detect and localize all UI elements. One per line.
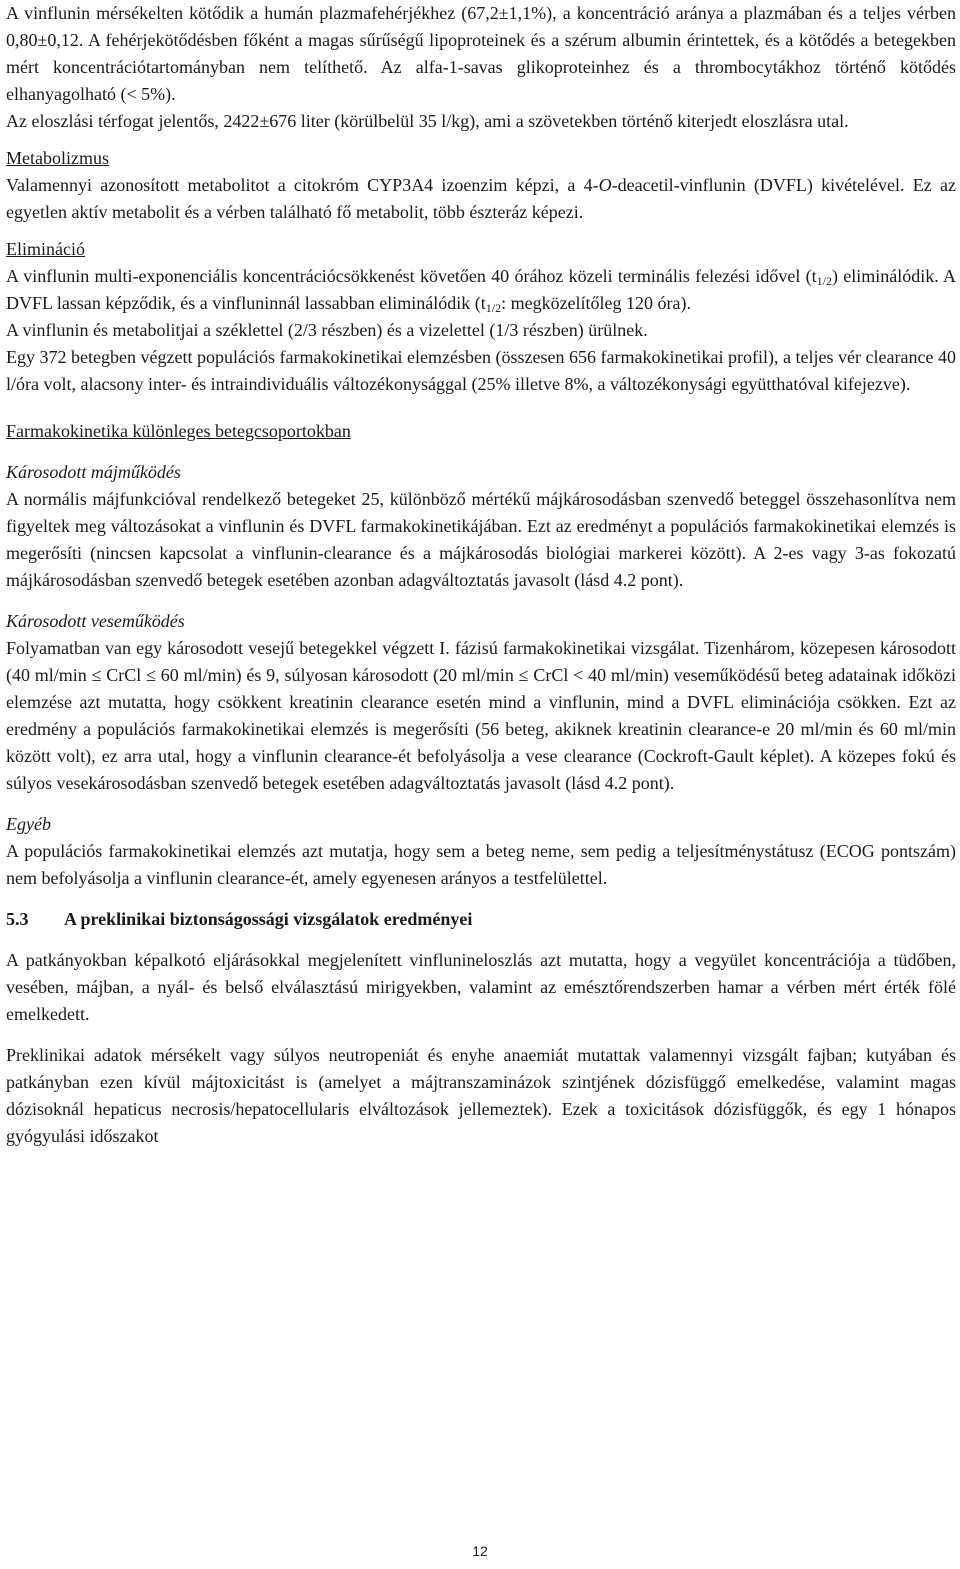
elimination-paragraph-1: A vinflunin multi-exponenciális koncentrációcsökkenést követően 40 órához közeli terminális felezési idővel $(t_{1/2})$ eliminálódik. A DVFL lassan képződik, és a vinfluninnál lassabban eliminálódik ($t_{1/2}$: megközelítőleg 120 óra). [6, 266, 956, 315]
intro-paragraph-2: Az eloszlási térfogat jelentős, 2422±676 liter (körülbelül 35 l/kg), ami a szövetekben történő kiterjedt eloszlásra utal. [6, 111, 849, 131]
elimination-paragraph-2: A vinflunin és metabolitjai a széklettel (2/3 részben) és a vizelettel (1/3 részben) ürülnek. [6, 320, 648, 340]
special-populations-heading: Farmakokinetika különleges betegcsoportokban [6, 421, 351, 441]
preclinical-heading [6, 906, 956, 933]
renal-paragraph: Folyamatban van egy károsodott vesejű betegekkel végzett I. fázisú farmakokinetikai vizsgálat. Tizenhárom, közepesen károsodott (40 ml/min ≤ CrCl ≤ 60 ml/min) és 9, súlyosan károsodott (20 ml/min ≤ CrCl < 40 ml/min) veseműködésű beteg adatainak időközi elemzése azt mutatta, hogy csökkent kreatinin clearance esetén mind a vinflunin, mind a DVFL eliminációja csökken. Ezt az eredmény a populációs farmakokinetikai elemzés is megerősíti (56 beteg, akiknek kreatinin clearance-e 20 ml/min és 60 ml/min között volt), ez arra utal, hogy a vinflunin clearance-ét befolyásolja a vese clearance (Cockroft-Gault képlet). A közepes fokú és súlyos vesekárosodásban szenvedő betegek esetében adagváltoztatás javasolt (lásd 4.2 pont). [6, 638, 956, 793]
other-heading: Egyéb [6, 814, 51, 834]
elimination-heading: Elimináció [6, 239, 85, 259]
hepatic-paragraph: A normális májfunkcióval rendelkező betegeket 25, különböző mértékű májkárosodásban szenvedő beteggel összehasonlítva nem figyeltek meg változásokat a vinflunin és DVFL farmakokinetikájában. Ezt az eredményt a populációs farmakokinetikai elemzés is megerősíti (nincsen kapcsolat a vinflunin-clearance és a májkárosodás biológiai markerei között). A 2-es vagy 3-as fokozatú májkárosodásban szenvedő betegek esetében azonban adagváltoztatás javasolt (lásd 4.2 pont). [6, 489, 956, 590]
other-paragraph: A populációs farmakokinetikai elemzés azt mutatja, hogy sem a beteg neme, sem pedig a teljesítménystátusz (ECOG pontszám) nem befolyásolja a vinflunin clearance-ét, amely egyenesen arányos a testfelülettel. [6, 841, 956, 888]
document-page [6, 0, 956, 1150]
hepatic-heading: Károsodott májműködés [6, 462, 181, 482]
section-title: A preklinikai biztonságossági vizsgálatok eredményei [64, 909, 473, 929]
page-number: 12 [472, 1543, 488, 1559]
section-number: 5.3 [6, 909, 29, 929]
preclinical-paragraph-2: Preklinikai adatok mérsékelt vagy súlyos neutropeniát és enyhe anaemiát mutattak valamennyi vizsgált fajban; kutyában és patkányban ezen kívül májtoxicitást is (amelyet a májtranszaminázok szintjének dózisfüggő emelkedése, valamint magas dózisoknál hepaticus necrosis/hepatocellularis elváltozások jellemeztek). Ezek a toxicitások dózisfüggők, és egy 1 hónapos gyógyulási időszakot [6, 1045, 956, 1146]
metabolism-paragraph: Valamennyi azonosított metabolitot a citokróm CYP3A4 izoenzim képzi, a 4-O-deacetil-vinflunin (DVFL) kivételével. Ez az egyetlen aktív metabolit és a vérben található fő metabolit, több észteráz képezi. [6, 175, 956, 222]
renal-heading: Károsodott veseműködés [6, 611, 185, 631]
preclinical-paragraph-1: A patkányokban képalkotó eljárásokkal megjelenített vinflunineloszlás azt mutatta, hogy a vegyület koncentrációja a tüdőben, vesében, májban, a nyál- és belső elválasztású mirigyekben, valamint az emésztőrendszerben hamar a vérben mért érték fölé emelkedett. [6, 950, 956, 1024]
metabolism-heading: Metabolizmus [6, 148, 109, 168]
elimination-paragraph-3: Egy 372 betegben végzett populációs farmakokinetikai elemzésben (összesen 656 farmakokinetikai profil), a teljes vér clearance 40 l/óra volt, alacsony inter- és intraindividuális változékonysággal (25% illetve 8%, a változékonysági együtthatóval kifejezve). [6, 347, 956, 394]
intro-paragraph-1: A vinflunin mérsékelten kötődik a humán plazmafehérjékhez (67,2±1,1%), a koncentráció aránya a plazmában és a teljes vérben 0,80±0,12. A fehérjekötődésben főként a magas sűrűségű lipoproteinek és a szérum albumin érintettek, és a kötődés a betegekben mért koncentrációtartományban nem telíthető. Az alfa-1-savas glikoproteinhez és a thrombocytákhoz történő kötődés elhanyagolható (< 5%). [6, 3, 956, 104]
